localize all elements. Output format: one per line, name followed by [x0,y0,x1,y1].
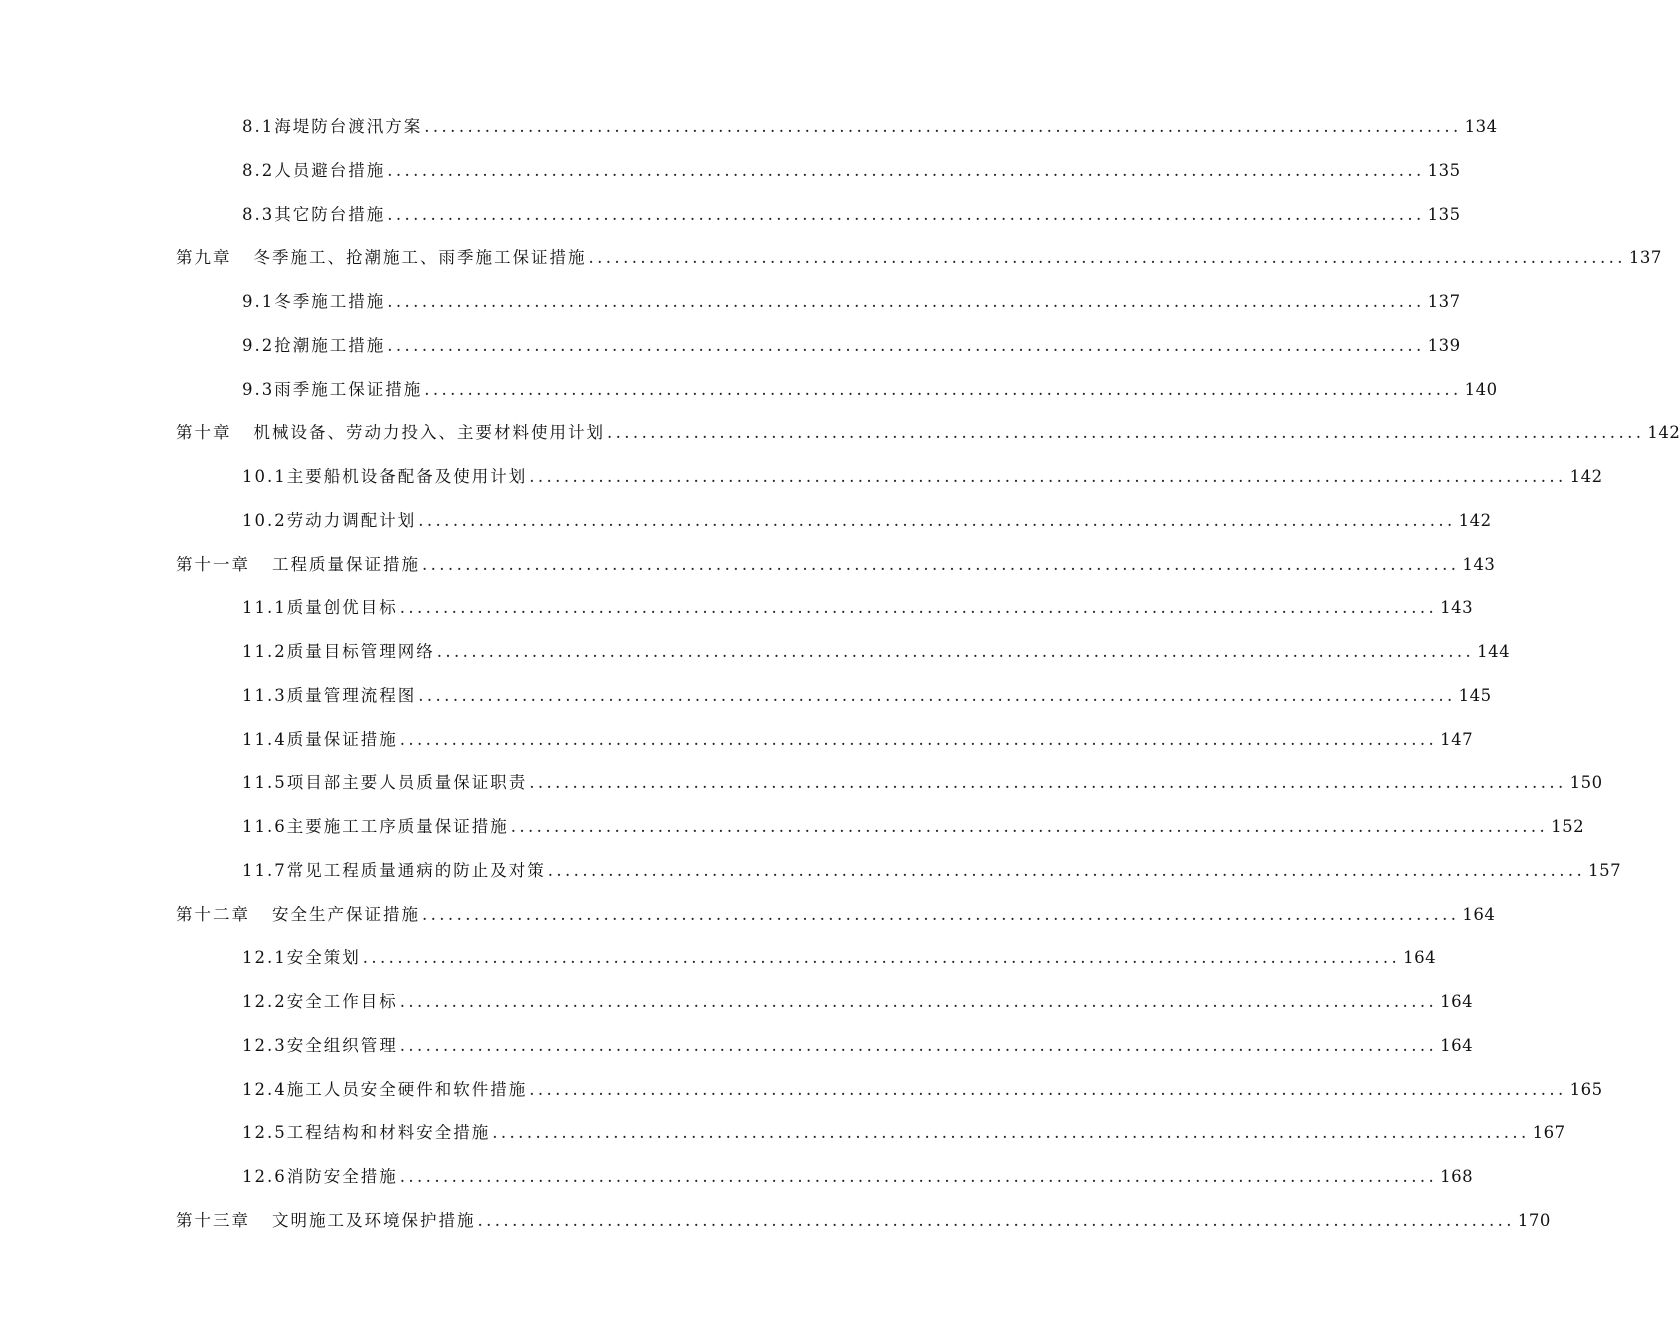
toc-section-entry[interactable] [0,104,1498,148]
toc-page-number: 144 [1477,642,1511,661]
toc-dot-leader: ........................................................................................................................ [399,729,1438,749]
toc-title-text: 文明施工及环境保护措施 [272,1210,476,1230]
toc-entry-line [242,641,1511,663]
toc-dot-leader: ........................................................................................................................ [362,948,1401,968]
toc-entry-title [242,291,385,313]
toc-dot-leader: ........................................................................................................................ [547,860,1586,880]
toc-title-text: 安全生产保证措施 [272,904,420,924]
toc-entry-title [242,379,422,401]
toc-title-text: 10.1主要船机设备配备及使用计划 [242,467,528,486]
toc-page-number: 135 [1427,204,1461,224]
toc-page-number: 170 [1517,1210,1551,1230]
toc-chapter-label: 第十三章 [176,1210,250,1230]
toc-dot-leader: ........................................................................................................................ [387,204,1425,224]
toc-chapter-label: 第十章 [176,423,232,443]
toc-entry-line [242,860,1622,882]
toc-page-number: 143 [1462,554,1496,574]
toc-page-number: 164 [1462,904,1496,924]
toc-dot-leader: ........................................................................................................................ [399,1167,1438,1186]
toc-page-number: 150 [1569,773,1603,793]
toc-entry-line [242,816,1585,838]
toc-dot-leader: ........................................................................................................................ [387,292,1425,311]
toc-entry-title [242,641,435,663]
toc-entry-line [242,291,1461,313]
toc-entry-line [242,991,1474,1013]
toc-entry-line [242,335,1461,357]
toc-entry-line [176,554,1496,576]
toc-chapter-entry[interactable] [0,410,1680,454]
toc-dot-leader: ........................................................................................................................ [477,1210,1515,1230]
toc-title-text: 12.1安全策划 [242,948,361,968]
toc-chapter-entry[interactable] [0,235,1662,279]
toc-entry-title [242,204,385,226]
toc-dot-leader: ........................................................................................................................ [529,467,1567,486]
toc-page-number: 164 [1440,992,1474,1011]
toc-entry-title [242,1166,398,1188]
toc-entry-line [242,510,1492,532]
toc-entry-line [242,597,1474,619]
toc-entry-title [242,335,385,357]
toc-section-entry[interactable] [0,717,1474,761]
toc-chapter-entry[interactable] [0,542,1496,586]
toc-section-entry[interactable] [0,804,1585,848]
toc-entry-line [242,947,1437,969]
toc-title-text: 工程质量保证措施 [272,554,420,574]
toc-dot-leader: ........................................................................................................................ [418,685,1456,705]
toc-title-text: 12.4施工人员安全硬件和软件措施 [242,1079,528,1099]
toc-entry-line [242,772,1603,794]
toc-section-entry[interactable] [0,498,1492,542]
toc-entry-title [242,1035,398,1057]
table-of-contents [0,104,1680,1242]
toc-page-number: 152 [1551,817,1585,836]
toc-dot-leader: ........................................................................................................................ [418,510,1456,530]
toc-section-entry[interactable] [0,367,1498,411]
toc-chapter-entry[interactable] [0,892,1496,936]
toc-entry-line [242,1035,1474,1057]
toc-dot-leader: ........................................................................................................................ [399,1035,1438,1055]
toc-entry-line [176,904,1496,926]
toc-entry-title [242,816,509,838]
toc-title-text: 11.7常见工程质量通病的防止及对策 [242,860,546,880]
toc-entry-line [242,379,1498,401]
toc-entry-title [242,991,398,1013]
toc-title-text: 12.3安全组织管理 [242,1035,398,1055]
toc-title-text: 8.3其它防台措施 [242,204,386,224]
toc-dot-leader: ........................................................................................................................ [424,117,1462,136]
toc-page-number: 157 [1588,860,1622,880]
toc-title-text: 8.2人员避台措施 [242,160,386,180]
toc-page-number: 142 [1647,423,1680,443]
toc-dot-leader: ........................................................................................................................ [607,423,1645,443]
toc-page-number: 164 [1440,1035,1474,1055]
toc-section-entry[interactable] [0,192,1461,236]
toc-section-entry[interactable] [0,1023,1474,1067]
toc-title-text: 12.5工程结构和材料安全措施 [242,1123,491,1143]
toc-entry-line [242,116,1498,138]
toc-section-entry[interactable] [0,585,1474,629]
toc-dot-leader: ........................................................................................................................ [492,1123,1530,1143]
toc-entry-title [242,772,527,794]
toc-title-text: 12.6消防安全措施 [242,1167,398,1186]
toc-entry-line [176,1210,1551,1232]
toc-dot-leader: ........................................................................................................................ [436,642,1475,661]
toc-section-entry[interactable] [0,279,1461,323]
toc-page-number: 137 [1427,292,1461,311]
toc-entry-title [242,160,385,182]
toc-title-text: 9.3雨季施工保证措施 [242,379,423,399]
toc-section-entry[interactable] [0,454,1603,498]
toc-entry-title [242,1122,490,1144]
toc-section-entry[interactable] [0,148,1461,192]
toc-dot-leader: ........................................................................................................................ [422,904,1460,924]
toc-entry-title [242,466,527,488]
toc-chapter-label: 第十一章 [176,554,250,574]
toc-page-number: 145 [1458,685,1492,705]
toc-title-text: 11.3质量管理流程图 [242,685,417,705]
toc-page-number: 139 [1427,335,1461,355]
toc-chapter-label: 第十二章 [176,904,250,924]
toc-section-entry[interactable] [0,1067,1603,1111]
toc-entry-line [242,466,1603,488]
toc-entry-title [242,685,416,707]
toc-dot-leader: ........................................................................................................................ [424,379,1462,399]
toc-title-text: 11.2质量目标管理网络 [242,642,435,661]
toc-page-number: 164 [1403,948,1437,968]
toc-entry-title [242,947,361,969]
toc-section-entry[interactable] [0,760,1603,804]
toc-section-entry[interactable] [0,1110,1566,1154]
toc-entry-title [242,597,398,619]
toc-chapter-entry[interactable] [0,1198,1551,1242]
toc-entry-line [176,247,1662,269]
toc-entry-title [176,422,605,444]
toc-dot-leader: ........................................................................................................................ [529,1079,1567,1099]
toc-entry-title [176,554,420,576]
toc-entry-line [242,1079,1603,1101]
toc-title-text: 9.2抢潮施工措施 [242,335,386,355]
toc-page-number: 134 [1464,117,1498,136]
toc-entry-title [242,510,416,532]
toc-title-text: 10.2劳动力调配计划 [242,510,417,530]
toc-section-entry[interactable] [0,323,1461,367]
toc-entry-title [176,904,420,926]
toc-title-text: 8.1海堤防台渡汛方案 [242,117,423,136]
toc-dot-leader: ........................................................................................................................ [387,160,1425,180]
toc-dot-leader: ........................................................................................................................ [387,335,1425,355]
toc-page-number: 147 [1440,729,1474,749]
toc-entry-line [242,729,1474,751]
toc-dot-leader: ........................................................................................................................ [588,248,1626,268]
toc-dot-leader: ........................................................................................................................ [422,554,1460,574]
toc-title-text: 11.4质量保证措施 [242,729,398,749]
toc-page-number: 137 [1628,248,1662,268]
toc-page-number: 140 [1464,379,1498,399]
toc-page-number: 142 [1569,467,1603,486]
toc-section-entry[interactable] [0,848,1622,892]
toc-section-entry[interactable] [0,629,1511,673]
toc-entry-title [176,1210,476,1232]
toc-entry-title [242,116,422,138]
toc-section-entry[interactable] [0,673,1492,717]
toc-entry-line [242,204,1461,226]
toc-chapter-label: 第九章 [176,248,232,268]
toc-entry-line [242,1122,1566,1144]
toc-title-text: 冬季施工、抢潮施工、雨季施工保证措施 [253,248,587,268]
toc-entry-title [242,1079,527,1101]
toc-title-text: 12.2安全工作目标 [242,992,398,1011]
toc-page-number: 165 [1569,1079,1603,1099]
toc-title-text: 11.1质量创优目标 [242,598,398,618]
toc-section-entry[interactable] [0,1154,1474,1198]
toc-entry-line [242,1166,1474,1188]
toc-dot-leader: ........................................................................................................................ [399,598,1438,618]
toc-dot-leader: ........................................................................................................................ [529,773,1567,793]
toc-dot-leader: ........................................................................................................................ [510,817,1549,836]
toc-entry-line [242,685,1492,707]
toc-page-number: 143 [1440,598,1474,618]
toc-title-text: 机械设备、劳动力投入、主要材料使用计划 [253,423,605,443]
toc-page-number: 167 [1532,1123,1566,1143]
toc-page-number: 135 [1427,160,1461,180]
toc-entry-title [242,860,546,882]
toc-entry-title [176,247,587,269]
toc-dot-leader: ........................................................................................................................ [399,992,1438,1011]
toc-section-entry[interactable] [0,935,1437,979]
toc-entry-line [242,160,1461,182]
toc-entry-line [176,422,1680,444]
toc-title-text: 11.6主要施工工序质量保证措施 [242,817,509,836]
toc-page-number: 168 [1440,1167,1474,1186]
toc-section-entry[interactable] [0,979,1474,1023]
toc-title-text: 11.5项目部主要人员质量保证职责 [242,773,528,793]
toc-page-number: 142 [1458,510,1492,530]
toc-title-text: 9.1冬季施工措施 [242,292,386,311]
toc-entry-title [242,729,398,751]
